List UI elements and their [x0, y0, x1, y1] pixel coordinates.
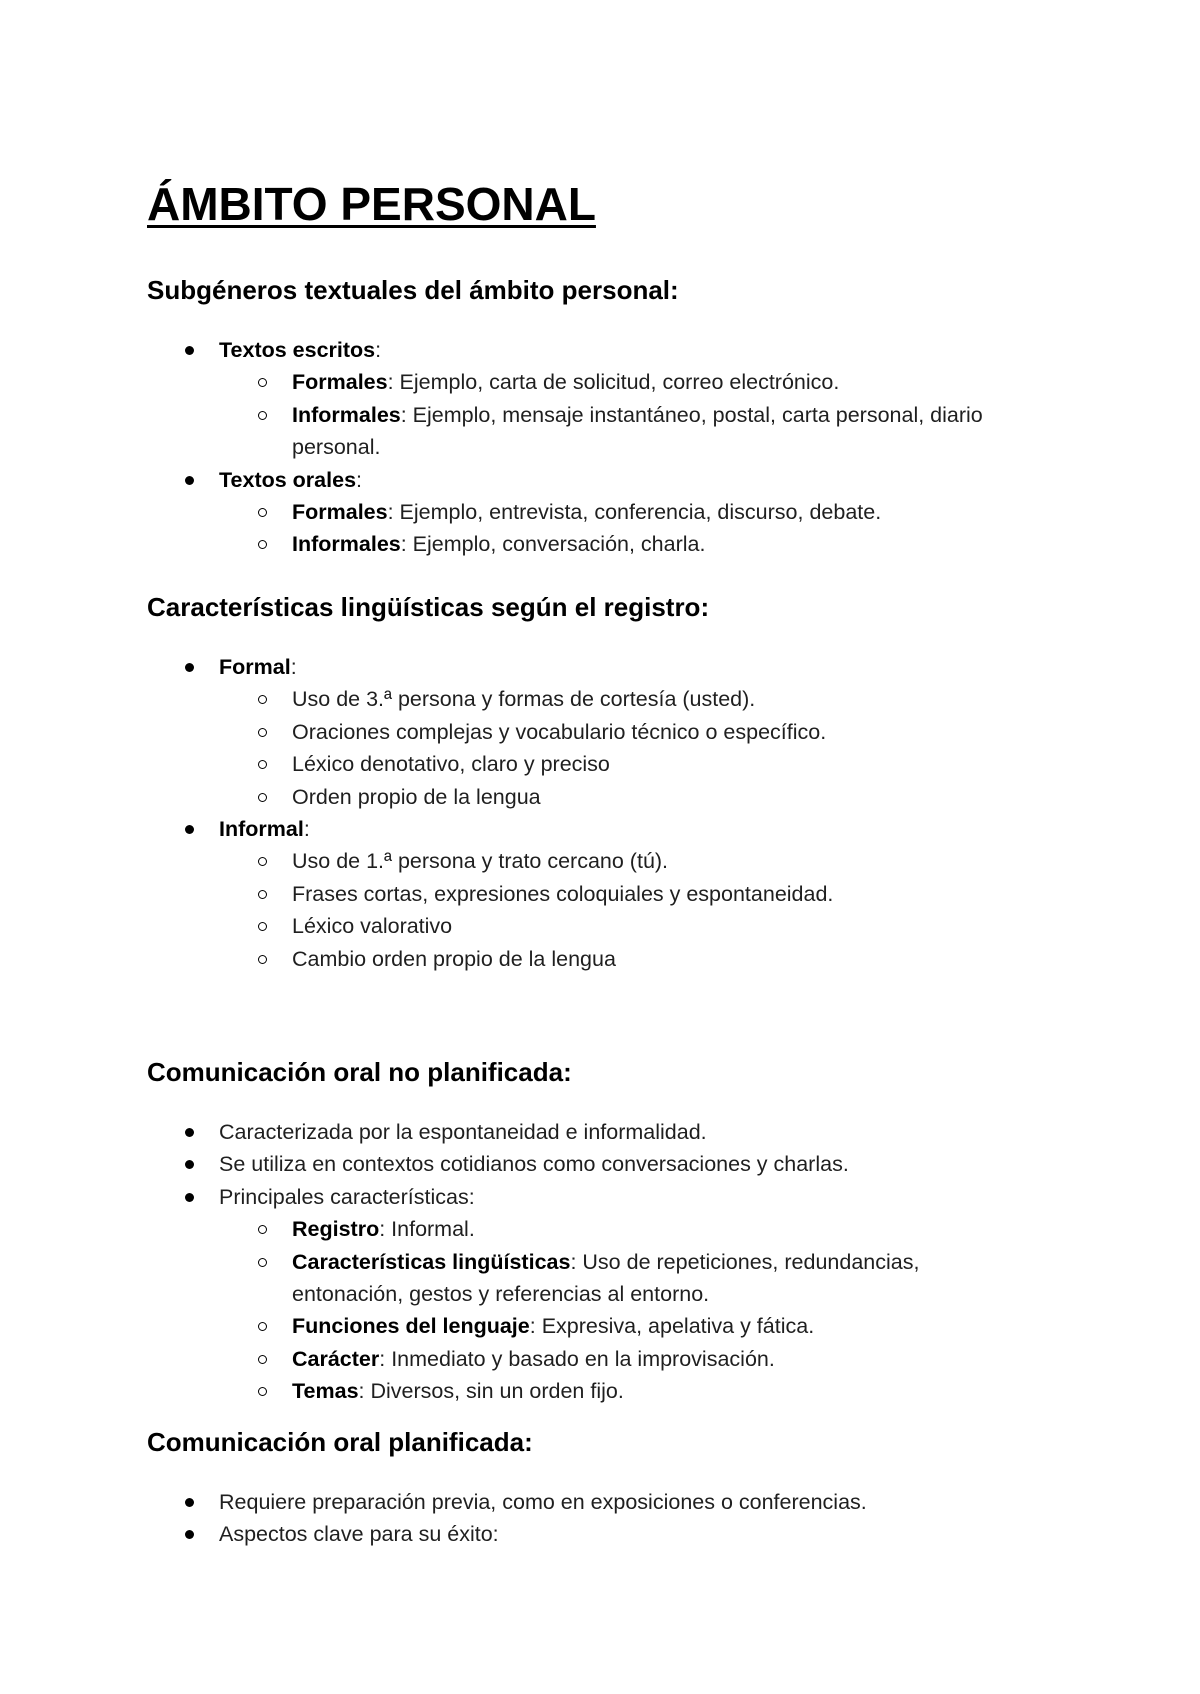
filled-bullet-icon	[185, 825, 194, 834]
list-item	[147, 1148, 1047, 1180]
item-text: : Expresiva, apelativa y fática.	[529, 1314, 815, 1339]
sub-list-item	[147, 528, 1012, 560]
item-text: : Ejemplo, entrevista, conferencia, discurso, debate.	[387, 500, 882, 525]
item-label: Formales	[292, 500, 388, 525]
item-text: Caracterizada por la espontaneidad e informalidad.	[219, 1120, 707, 1144]
sub-list-item	[147, 496, 1012, 528]
item-text: :	[290, 655, 297, 679]
filled-bullet-icon	[185, 1530, 194, 1539]
hollow-bullet-icon	[258, 1258, 267, 1267]
item-label: Textos orales	[219, 467, 357, 492]
sub-list-item	[147, 1375, 1012, 1407]
hollow-bullet-icon	[258, 508, 267, 517]
hollow-bullet-icon	[258, 1355, 267, 1364]
item-text: :	[375, 338, 382, 362]
filled-bullet-icon	[185, 1128, 194, 1137]
item-text: Frases cortas, expresiones coloquiales y espontaneidad.	[292, 881, 834, 906]
hollow-bullet-icon	[258, 890, 267, 899]
hollow-bullet-icon	[258, 857, 267, 866]
item-text: : Informal.	[379, 1217, 475, 1242]
list-item	[147, 1486, 1047, 1518]
hollow-bullet-icon	[258, 1387, 267, 1396]
item-label: Informales	[292, 402, 401, 427]
hollow-bullet-icon	[258, 1225, 267, 1234]
list-item	[147, 464, 1047, 496]
filled-bullet-icon	[185, 663, 194, 672]
filled-bullet-icon	[185, 1498, 194, 1507]
item-label: Características lingüísticas	[292, 1249, 571, 1274]
item-text: Léxico valorativo	[292, 914, 453, 939]
list-item	[147, 1116, 1047, 1148]
item-text: Requiere preparación previa, como en exposiciones o conferencias.	[219, 1490, 867, 1514]
item-label: Temas	[292, 1379, 359, 1404]
document-title: ÁMBITO PERSONAL	[147, 178, 596, 230]
item-label: Formal	[219, 655, 291, 679]
section-heading: Subgéneros textuales del ámbito personal:	[147, 275, 679, 305]
hollow-bullet-icon	[258, 728, 267, 737]
item-label: Funciones del lenguaje	[292, 1314, 530, 1339]
filled-bullet-icon	[185, 1193, 194, 1202]
sub-list-item	[147, 366, 1012, 398]
item-text: : Ejemplo, carta de solicitud, correo electrónico.	[387, 370, 840, 395]
sub-list-item	[147, 943, 1012, 975]
bullet-list	[147, 651, 1047, 975]
sub-list-item	[147, 1213, 1012, 1245]
bullet-list	[147, 334, 1047, 561]
hollow-bullet-icon	[258, 922, 267, 931]
item-text: :	[303, 817, 310, 842]
item-text: Léxico denotativo, claro y preciso	[292, 752, 610, 777]
hollow-bullet-icon	[258, 1322, 267, 1331]
sub-list-item	[147, 1246, 1012, 1311]
item-label: Textos escritos	[219, 338, 376, 362]
item-text: : Ejemplo, conversación, charla.	[400, 532, 706, 557]
sub-list-item	[147, 716, 1012, 748]
item-text: : Uso de repeticiones, redundancias, entonación, gestos y referencias al entorno.	[292, 1249, 920, 1307]
item-text: Cambio orden propio de la lengua	[292, 946, 616, 971]
item-text: : Ejemplo, mensaje instantáneo, postal, carta personal, diario personal.	[292, 402, 983, 460]
filled-bullet-icon	[185, 1160, 194, 1169]
section-heading: Comunicación oral planificada:	[147, 1427, 533, 1457]
sub-list-item	[147, 1310, 1012, 1342]
item-text: Orden propio de la lengua	[292, 784, 541, 809]
hollow-bullet-icon	[258, 540, 267, 549]
item-text: : Diversos, sin un orden fijo.	[358, 1379, 624, 1404]
hollow-bullet-icon	[258, 695, 267, 704]
sub-list-item	[147, 910, 1012, 942]
sub-list-item	[147, 878, 1012, 910]
item-text: Uso de 3.ª persona y formas de cortesía (usted).	[292, 687, 756, 712]
sub-list-item	[147, 1343, 1012, 1375]
hollow-bullet-icon	[258, 378, 267, 387]
sub-list-item	[147, 748, 1012, 780]
list-item	[147, 651, 1047, 683]
hollow-bullet-icon	[258, 411, 267, 420]
item-label: Informal	[219, 817, 304, 842]
hollow-bullet-icon	[258, 793, 267, 802]
list-item	[147, 334, 1047, 366]
hollow-bullet-icon	[258, 955, 267, 964]
section-heading: Características lingüísticas según el registro:	[147, 592, 710, 622]
item-text: Principales características:	[219, 1184, 475, 1209]
bullet-list	[147, 1116, 1047, 1408]
item-text: Se utiliza en contextos cotidianos como conversaciones y charlas.	[219, 1152, 849, 1177]
hollow-bullet-icon	[258, 760, 267, 769]
filled-bullet-icon	[185, 476, 194, 485]
item-label: Carácter	[292, 1346, 380, 1371]
section-heading: Comunicación oral no planificada:	[147, 1057, 572, 1087]
item-text: Oraciones complejas y vocabulario técnico o específico.	[292, 719, 827, 744]
item-text: Uso de 1.ª persona y trato cercano (tú).	[292, 849, 669, 874]
item-text: : Inmediato y basado en la improvisación.	[379, 1346, 775, 1371]
sub-list-item	[147, 781, 1012, 813]
item-text: Aspectos clave para su éxito:	[219, 1522, 499, 1547]
item-label: Registro	[292, 1217, 380, 1242]
sub-list-item	[147, 683, 1012, 715]
list-item	[147, 1181, 1047, 1213]
sub-list-item	[147, 399, 1012, 464]
sub-list-item	[147, 845, 1012, 877]
item-label: Informales	[292, 532, 401, 557]
item-text: :	[356, 467, 363, 492]
item-label: Formales	[292, 370, 388, 395]
filled-bullet-icon	[185, 346, 194, 355]
list-item	[147, 813, 1047, 845]
bullet-list	[147, 1486, 1047, 1551]
list-item	[147, 1518, 1047, 1550]
